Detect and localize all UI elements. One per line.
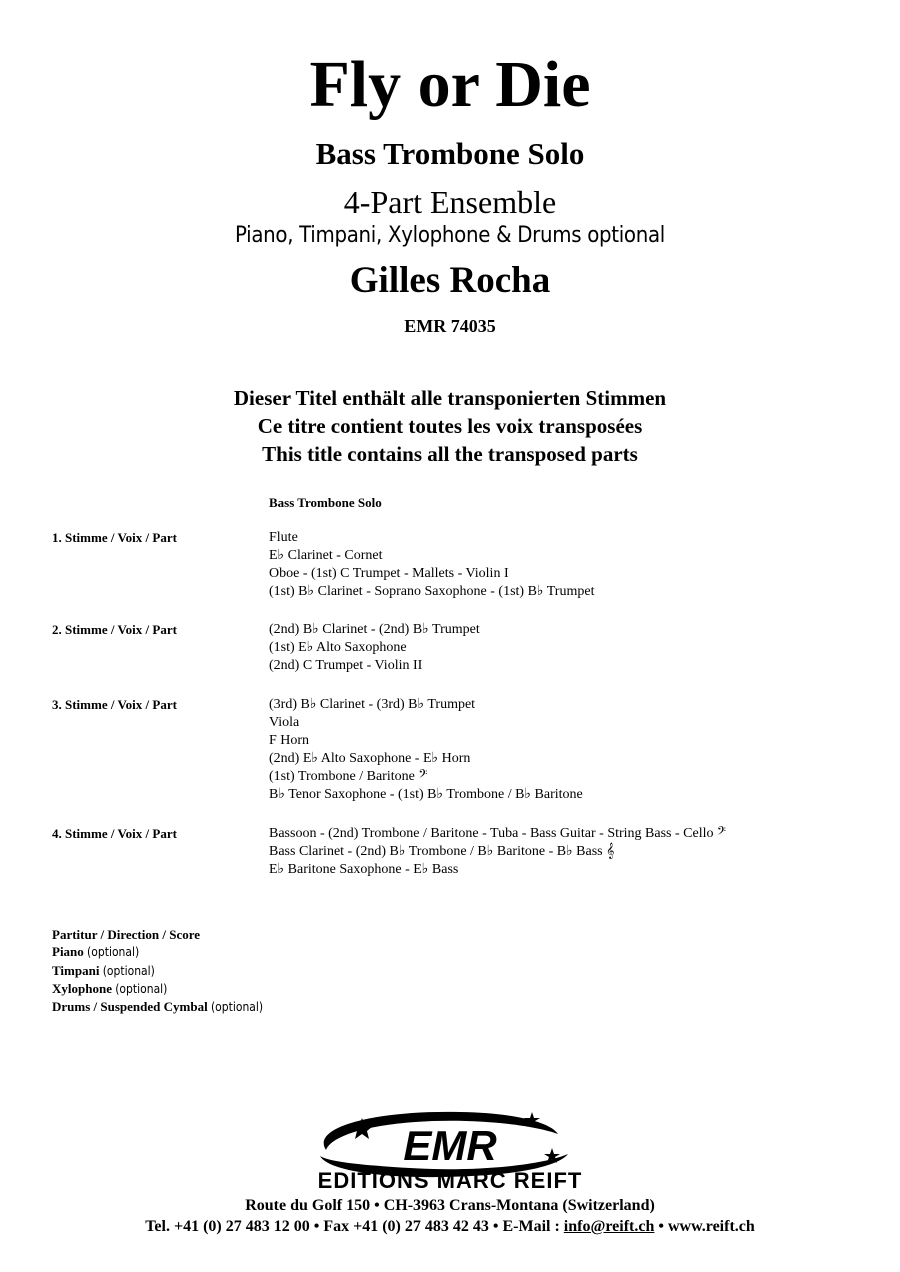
extra-name: Drums / Suspended Cymbal xyxy=(52,999,208,1015)
page-title: Fly or Die xyxy=(309,48,591,121)
instrument-line: E♭ Baritone Saxophone - E♭ Bass xyxy=(269,862,459,877)
publisher-logo xyxy=(300,1104,600,1190)
instrument-line: F Horn xyxy=(269,733,310,748)
part-instruments xyxy=(269,825,726,879)
publisher-contact xyxy=(0,1219,900,1235)
instrument-line: (3rd) B♭ Clarinet - (3rd) B♭ Trumpet xyxy=(269,697,476,712)
extra-item xyxy=(52,926,263,943)
part-instruments xyxy=(269,529,594,601)
instrument-line: Oboe - (1st) C Trumpet - Mallets - Violin I xyxy=(269,566,509,581)
part-instruments xyxy=(269,696,583,804)
extra-note: (optional) xyxy=(115,981,168,996)
extra-name: Partitur / Direction / Score xyxy=(52,927,201,942)
extra-note: (optional) xyxy=(87,945,140,960)
instrument-line: (2nd) C Trumpet - Violin II xyxy=(269,658,423,673)
logo-text: EMR xyxy=(403,1122,497,1169)
instrument-line: Viola xyxy=(269,715,300,730)
instrument-line: Bass Clarinet - (2nd) B♭ Trombone / B♭ Baritone - B♭ Bass 𝄞 xyxy=(269,844,615,859)
extra-item xyxy=(52,943,263,961)
notice-french: Ce titre contient toutes les voix transposées xyxy=(257,414,643,438)
instrument-line: Bassoon - (2nd) Trombone / Baritone - Tuba - Bass Guitar - String Bass - Cello 𝄢 xyxy=(269,826,726,841)
part-label: 4. Stimme / Voix / Part xyxy=(52,826,177,841)
extra-item xyxy=(52,980,263,998)
instrument-line: (1st) B♭ Clarinet - Soprano Saxophone - (1st) B♭ Trumpet xyxy=(269,584,595,599)
email-link[interactable]: info@reift.ch xyxy=(563,1218,655,1235)
website[interactable]: • www.reift.ch xyxy=(654,1218,755,1235)
part-label: 1. Stimme / Voix / Part xyxy=(52,530,177,545)
extra-item xyxy=(52,962,263,980)
publisher-name: EDITIONS MARC REIFT xyxy=(317,1168,583,1190)
subtitle: Bass Trombone Solo xyxy=(315,136,585,171)
composer-name: Gilles Rocha xyxy=(349,260,551,301)
instrument-line: (1st) E♭ Alto Saxophone xyxy=(269,640,407,655)
additional-parts xyxy=(52,926,263,1016)
instrument-line: (2nd) B♭ Clarinet - (2nd) B♭ Trumpet xyxy=(269,622,480,637)
publisher-address: Route du Golf 150 • CH-3963 Crans-Montana (Switzerland) xyxy=(245,1197,655,1214)
part-label: 3. Stimme / Voix / Part xyxy=(52,697,177,712)
instrument-line: Flute xyxy=(269,530,298,545)
ensemble-type: 4-Part Ensemble xyxy=(343,184,557,220)
extra-name: Xylophone xyxy=(52,980,112,996)
extra-name: Piano xyxy=(52,944,84,960)
instrument-line: B♭ Tenor Saxophone - (1st) B♭ Trombone / B♭ Baritone xyxy=(269,787,583,802)
part-label: 2. Stimme / Voix / Part xyxy=(52,622,177,637)
part-instruments xyxy=(269,621,480,675)
instrumentation-header: Bass Trombone Solo xyxy=(269,495,382,510)
contact-phone-fax: Tel. +41 (0) 27 483 12 00 • Fax +41 (0) 27 483 42 43 • E-Mail : xyxy=(145,1218,564,1235)
extra-item xyxy=(52,998,263,1016)
transposition-notice xyxy=(0,384,900,468)
instrument-line: (1st) Trombone / Baritone 𝄢 xyxy=(269,769,428,784)
optional-instruments: Piano, Timpani, Xylophone & Drums optional xyxy=(234,223,666,248)
instrument-line: (2nd) E♭ Alto Saxophone - E♭ Horn xyxy=(269,751,471,766)
extra-note: (optional) xyxy=(210,1000,264,1015)
extra-name: Timpani xyxy=(52,962,100,978)
extra-note: (optional) xyxy=(102,963,155,978)
notice-english: This title contains all the transposed parts xyxy=(262,442,638,466)
instrument-line: E♭ Clarinet - Cornet xyxy=(269,548,383,563)
notice-german: Dieser Titel enthält alle transponierten Stimmen xyxy=(233,386,667,410)
catalog-number: EMR 74035 xyxy=(404,316,496,336)
